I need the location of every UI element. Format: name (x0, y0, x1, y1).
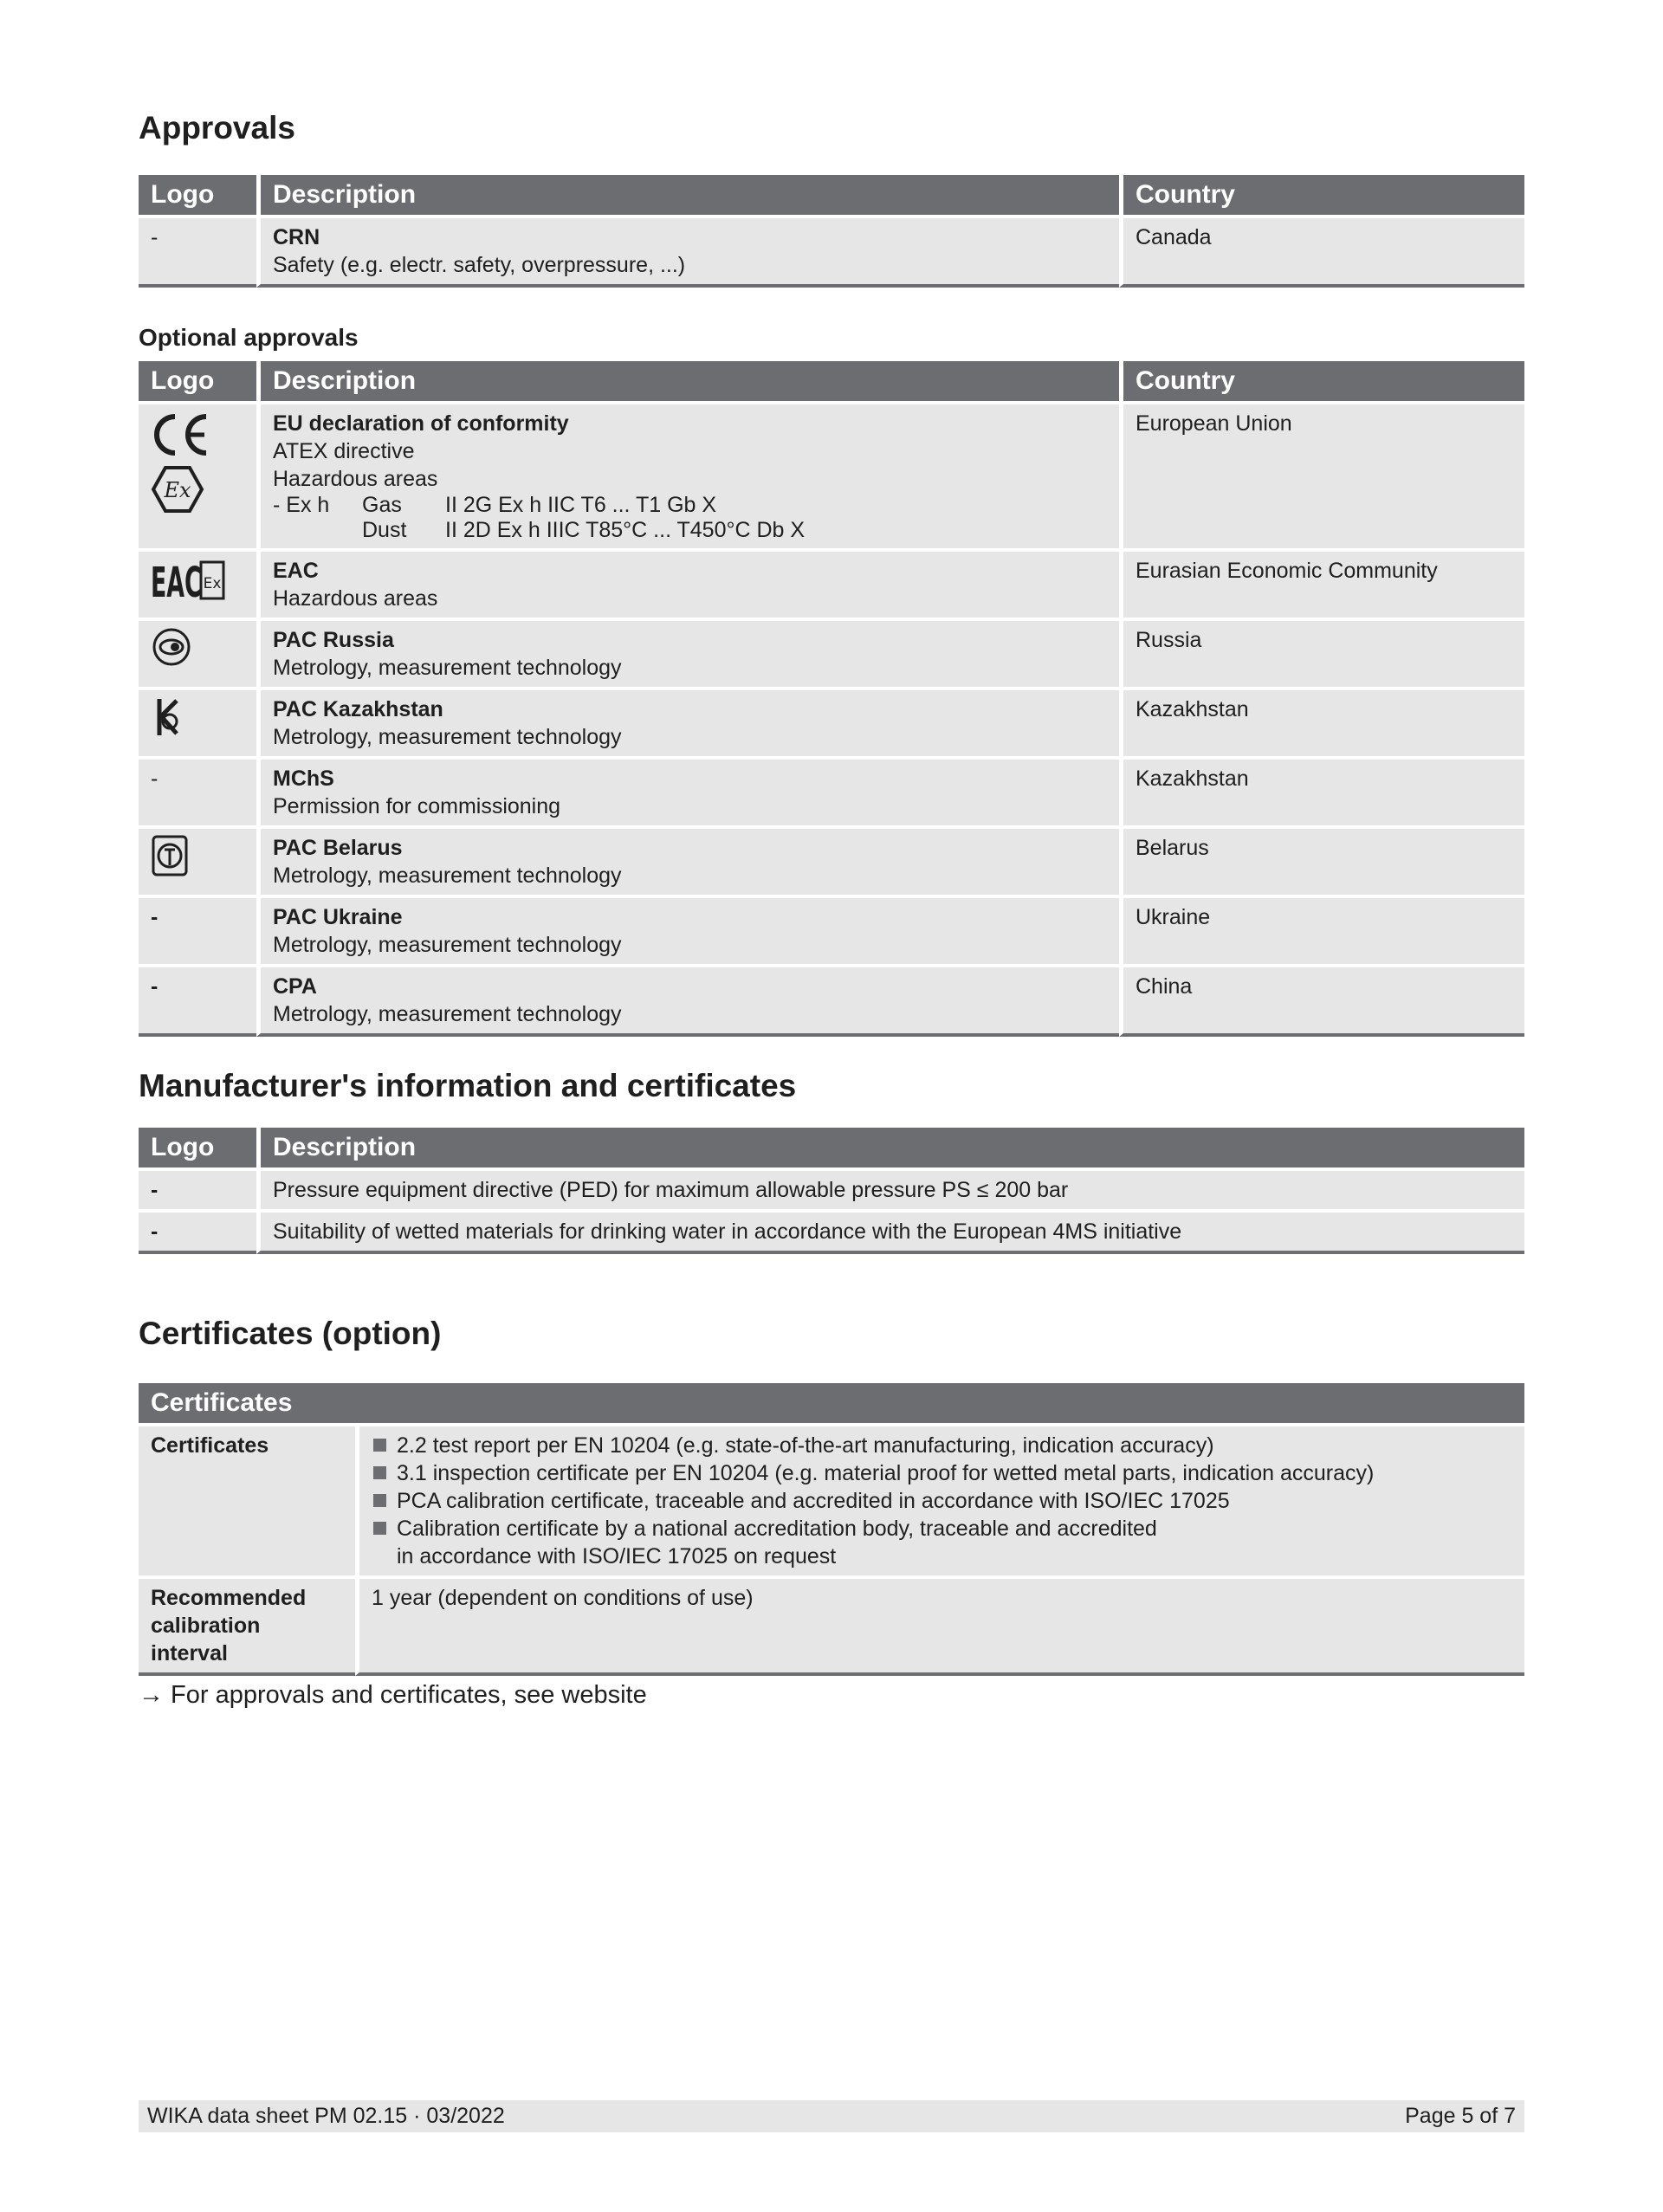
list-item: PCA calibration certificate, traceable and accredited in accordance with ISO/IEC 17025 (372, 1487, 1512, 1515)
description-header: Description (256, 361, 1119, 401)
description-cell (256, 401, 1119, 548)
country-cell: Canada (1119, 215, 1524, 288)
pac-russia-icon (151, 626, 192, 668)
country-cell: Belarus (1119, 825, 1524, 895)
approval-name: EU declaration of conformity (273, 411, 569, 436)
description-cell (256, 548, 1119, 618)
approval-name: CPA (273, 974, 317, 999)
logo-cell: - (139, 756, 256, 825)
table-row (139, 618, 1524, 687)
logo-cell: - (139, 1209, 256, 1254)
ex-mark-icon (151, 465, 204, 514)
approvals-table (139, 175, 1524, 288)
bullet-icon (373, 1439, 386, 1452)
approval-name: MChS (273, 766, 334, 791)
description-cell (256, 687, 1119, 756)
bullet-icon (373, 1466, 386, 1479)
approval-detail: Safety (e.g. electr. safety, overpressure, ...) (273, 253, 686, 277)
footer-page-number: Page 5 of 7 (1405, 2104, 1516, 2128)
logo-cell: - (139, 1167, 256, 1209)
ce-mark-icon (151, 410, 211, 460)
description-header: Description (256, 175, 1119, 215)
description-header: Description (256, 1128, 1524, 1167)
optional-approvals-table (139, 361, 1524, 1037)
table-header-row (139, 1383, 1524, 1423)
description-cell (256, 215, 1119, 288)
table-row (139, 687, 1524, 756)
certificates-table (139, 1383, 1524, 1676)
table-row (139, 1575, 1524, 1676)
gas-label: Gas (362, 493, 402, 517)
bullet-icon (373, 1522, 386, 1535)
logo-cell (139, 687, 256, 756)
table-row (139, 1423, 1524, 1575)
approval-detail: Permission for commissioning (273, 794, 561, 818)
approval-name: PAC Belarus (273, 836, 403, 860)
table-header-row (139, 175, 1524, 215)
description-cell (256, 618, 1119, 687)
logo-header: Logo (139, 361, 256, 401)
dust-code: II 2D Ex h IIIC T85°C ... T450°C Db X (445, 518, 806, 542)
country-cell: Eurasian Economic Community (1119, 548, 1524, 618)
description-cell (256, 825, 1119, 895)
list-item: Calibration certificate by a national accreditation body, traceable and accredited (372, 1515, 1512, 1543)
table-row (139, 895, 1524, 964)
approval-name: PAC Ukraine (273, 905, 403, 929)
table-row (139, 1209, 1524, 1254)
ex-prefix: - Ex h (273, 493, 330, 517)
country-cell: China (1119, 964, 1524, 1037)
description-cell (256, 756, 1119, 825)
logo-cell (139, 825, 256, 895)
country-cell: Ukraine (1119, 895, 1524, 964)
approval-detail: Hazardous areas (273, 586, 438, 611)
logo-cell (139, 618, 256, 687)
svg-text:EAC: EAC (151, 559, 202, 602)
gas-code: II 2G Ex h IIC T6 ... T1 Gb X (445, 493, 717, 517)
table-header-row (139, 1128, 1524, 1167)
approval-detail: Metrology, measurement technology (273, 933, 622, 957)
cert-list (355, 1423, 1524, 1575)
list-item-continuation: in accordance with ISO/IEC 17025 on request (397, 1544, 837, 1568)
logo-header: Logo (139, 1128, 256, 1167)
list-item: 2.2 test report per EN 10204 (e.g. state-of-the-art manufacturing, indication accuracy) (372, 1432, 1512, 1459)
approval-name: CRN (273, 225, 320, 249)
svg-text:Ex: Ex (203, 575, 222, 592)
table-row (139, 401, 1524, 548)
cert-label: Certificates (139, 1423, 355, 1575)
manufacturer-title: Manufacturer's information and certificates (139, 1068, 797, 1103)
interval-value: 1 year (dependent on conditions of use) (355, 1575, 1524, 1676)
interval-label: Recommended calibration interval (139, 1575, 355, 1676)
country-cell: Kazakhstan (1119, 687, 1524, 756)
country-cell: Kazakhstan (1119, 756, 1524, 825)
approval-detail: ATEX directive (273, 439, 415, 463)
optional-approvals-title: Optional approvals (139, 324, 359, 351)
pac-belarus-icon (151, 834, 189, 877)
website-note: → For approvals and certificates, see website (139, 1681, 647, 1709)
approval-name: EAC (273, 559, 319, 583)
footer-datasheet: WIKA data sheet PM 02.15 · 03/2022 (147, 2104, 505, 2128)
description-cell (256, 964, 1119, 1037)
certificates-title: Certificates (option) (139, 1316, 442, 1351)
ex-dust-line (273, 518, 1107, 543)
approval-detail: Hazardous areas (273, 467, 438, 491)
description-cell: Pressure equipment directive (PED) for maximum allowable pressure PS ≤ 200 bar (256, 1167, 1524, 1209)
approval-name: PAC Russia (273, 628, 394, 652)
bullet-icon (373, 1494, 386, 1507)
logo-header: Logo (139, 175, 256, 215)
approval-detail: Metrology, measurement technology (273, 863, 622, 888)
table-row (139, 756, 1524, 825)
certificates-header: Certificates (139, 1383, 1524, 1423)
country-cell: Russia (1119, 618, 1524, 687)
country-header: Country (1119, 361, 1524, 401)
eac-ex-icon (151, 557, 225, 602)
country-cell: European Union (1119, 401, 1524, 548)
list-item: 3.1 inspection certificate per EN 10204 (e.g. material proof for wetted metal parts, indication accuracy) (372, 1459, 1512, 1487)
table-row (139, 1167, 1524, 1209)
table-row (139, 825, 1524, 895)
page-footer (139, 2100, 1524, 2132)
approval-name: PAC Kazakhstan (273, 697, 443, 721)
manufacturer-table (139, 1128, 1524, 1254)
approval-detail: Metrology, measurement technology (273, 725, 622, 749)
logo-cell: - (139, 895, 256, 964)
description-cell: Suitability of wetted materials for drinking water in accordance with the European 4MS initiative (256, 1209, 1524, 1254)
approvals-title: Approvals (139, 110, 295, 146)
table-row (139, 964, 1524, 1037)
ex-gas-line (273, 493, 1107, 518)
dust-label: Dust (362, 518, 407, 542)
svg-text:Ex: Ex (164, 478, 191, 502)
logo-cell (139, 548, 256, 618)
logo-cell: - (139, 215, 256, 288)
table-row (139, 548, 1524, 618)
approval-detail: Metrology, measurement technology (273, 656, 622, 680)
logo-cell: - (139, 964, 256, 1037)
pac-kazakhstan-icon (151, 695, 185, 739)
country-header: Country (1119, 175, 1524, 215)
approval-detail: Metrology, measurement technology (273, 1002, 622, 1026)
description-cell (256, 895, 1119, 964)
table-header-row (139, 361, 1524, 401)
table-row (139, 215, 1524, 288)
logo-cell (139, 401, 256, 548)
